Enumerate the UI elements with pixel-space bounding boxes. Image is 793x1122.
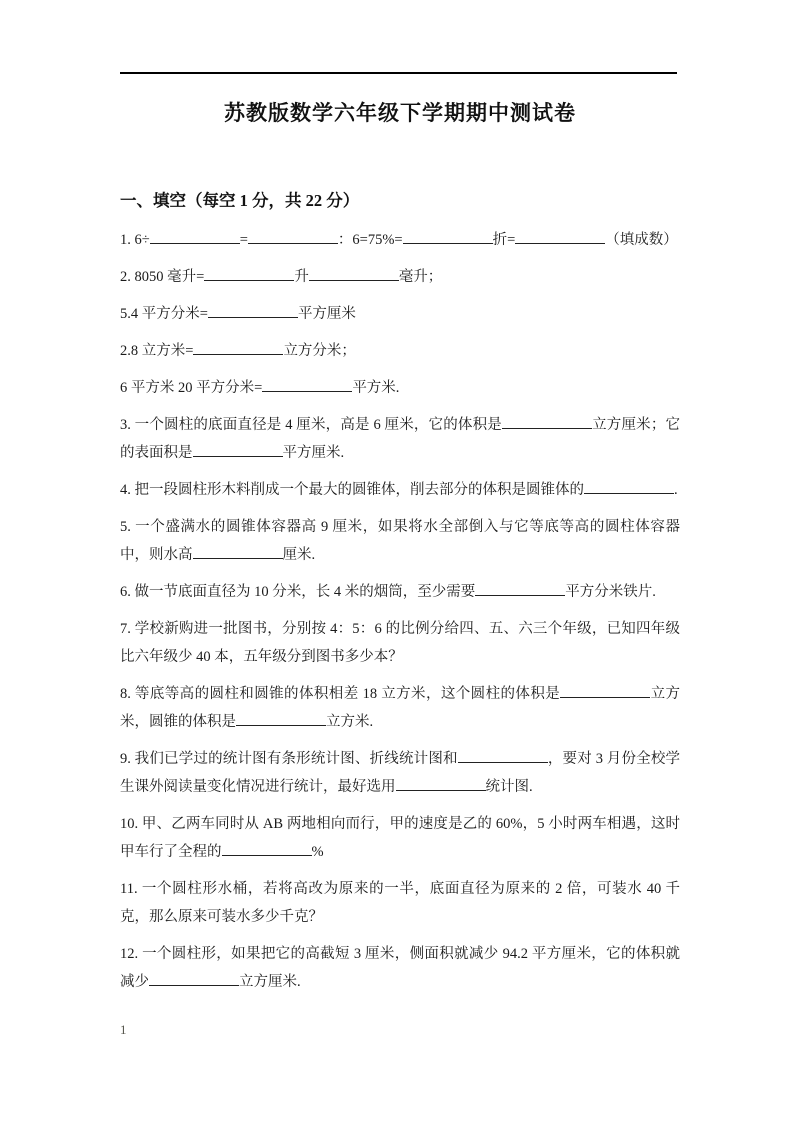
question-5: 5. 一个盛满水的圆锥体容器高 9 厘米，如果将水全部倒入与它等底等高的圆柱体容器中，则水高 厘米. (120, 519, 680, 563)
question-2c: 2.8 立方米= 立方分米； (120, 337, 680, 365)
question-4: 4. 把一段圆柱形木料削成一个最大的圆锥体，削去部分的体积是圆锥体的 . (120, 476, 680, 504)
answer-blank[interactable] (222, 840, 312, 856)
answer-blank[interactable] (150, 228, 240, 244)
question-6: 6. 做一节底面直径为 10 分米，长 4 米的烟筒，至少需要 平方分米铁片. (120, 578, 680, 606)
question-7: 7. 学校新购进一批图书，分别按 4：5：6 的比例分给四、五、六三个年级，已知四年级比六年级少 40 本，五年级分到图书多少本？ (120, 621, 680, 665)
question-3: 3. 一个圆柱的底面直径是 4 厘米，高是 6 厘米，它的体积是 立方厘米；它的表面积是 平方厘米. (120, 411, 680, 467)
section-heading: 一、填空（每空 1 分，共 22 分） (120, 191, 360, 210)
question-8: 8. 等底等高的圆柱和圆锥的体积相差 18 立方米，这个圆柱的体积是 立方米，圆锥的体积是 立方米. (120, 680, 680, 736)
answer-blank[interactable] (475, 580, 565, 596)
question-9: 9. 我们已学过的统计图有条形统计图、折线统计图和 ，要对 3 月份全校学生课外阅读量变化情况进行统计，最好选用 统计图. (120, 745, 680, 801)
answer-blank[interactable] (248, 228, 338, 244)
answer-blank[interactable] (309, 265, 399, 281)
answer-blank[interactable] (236, 710, 326, 726)
answer-blank[interactable] (204, 265, 294, 281)
answer-blank[interactable] (193, 441, 283, 457)
answer-blank[interactable] (193, 543, 283, 559)
answer-blank[interactable] (515, 228, 605, 244)
page-content (120, 0, 680, 1005)
question-11: 11. 一个圆柱形水桶，若将高改为原来的一半，底面直径为原来的 2 倍，可装水 40 千克，那么原来可装水多少千克？ (120, 881, 680, 925)
answer-blank[interactable] (560, 682, 650, 698)
page-title: 苏教版数学六年级下学期期中测试卷 (224, 101, 576, 125)
question-2: 2. 8050 毫升= 升 毫升； (120, 263, 680, 291)
answer-blank[interactable] (208, 302, 298, 318)
answer-blank[interactable] (403, 228, 493, 244)
answer-blank[interactable] (458, 747, 548, 763)
question-2d: 6 平方米 20 平方分米= 平方米. (120, 374, 680, 402)
answer-blank[interactable] (502, 413, 592, 429)
answer-blank[interactable] (396, 775, 486, 791)
question-12: 12. 一个圆柱形，如果把它的高截短 3 厘米，侧面积就减少 94.2 平方厘米，它的体积就减少 立方厘米. (120, 946, 680, 990)
question-1: 1. 6÷ = ：6=75%= 折= （填成数） (120, 226, 680, 254)
answer-blank[interactable] (149, 970, 239, 986)
question-list (120, 226, 680, 996)
question-2b: 5.4 平方分米= 平方厘米 (120, 300, 680, 328)
question-10: 10. 甲、乙两车同时从 AB 两地相向而行，甲的速度是乙的 60%，5 小时两车相遇，这时甲车行了全程的 % (120, 816, 680, 860)
page-number: 1 (120, 1022, 127, 1037)
answer-blank[interactable] (193, 339, 283, 355)
answer-blank[interactable] (584, 478, 674, 494)
answer-blank[interactable] (262, 376, 352, 392)
